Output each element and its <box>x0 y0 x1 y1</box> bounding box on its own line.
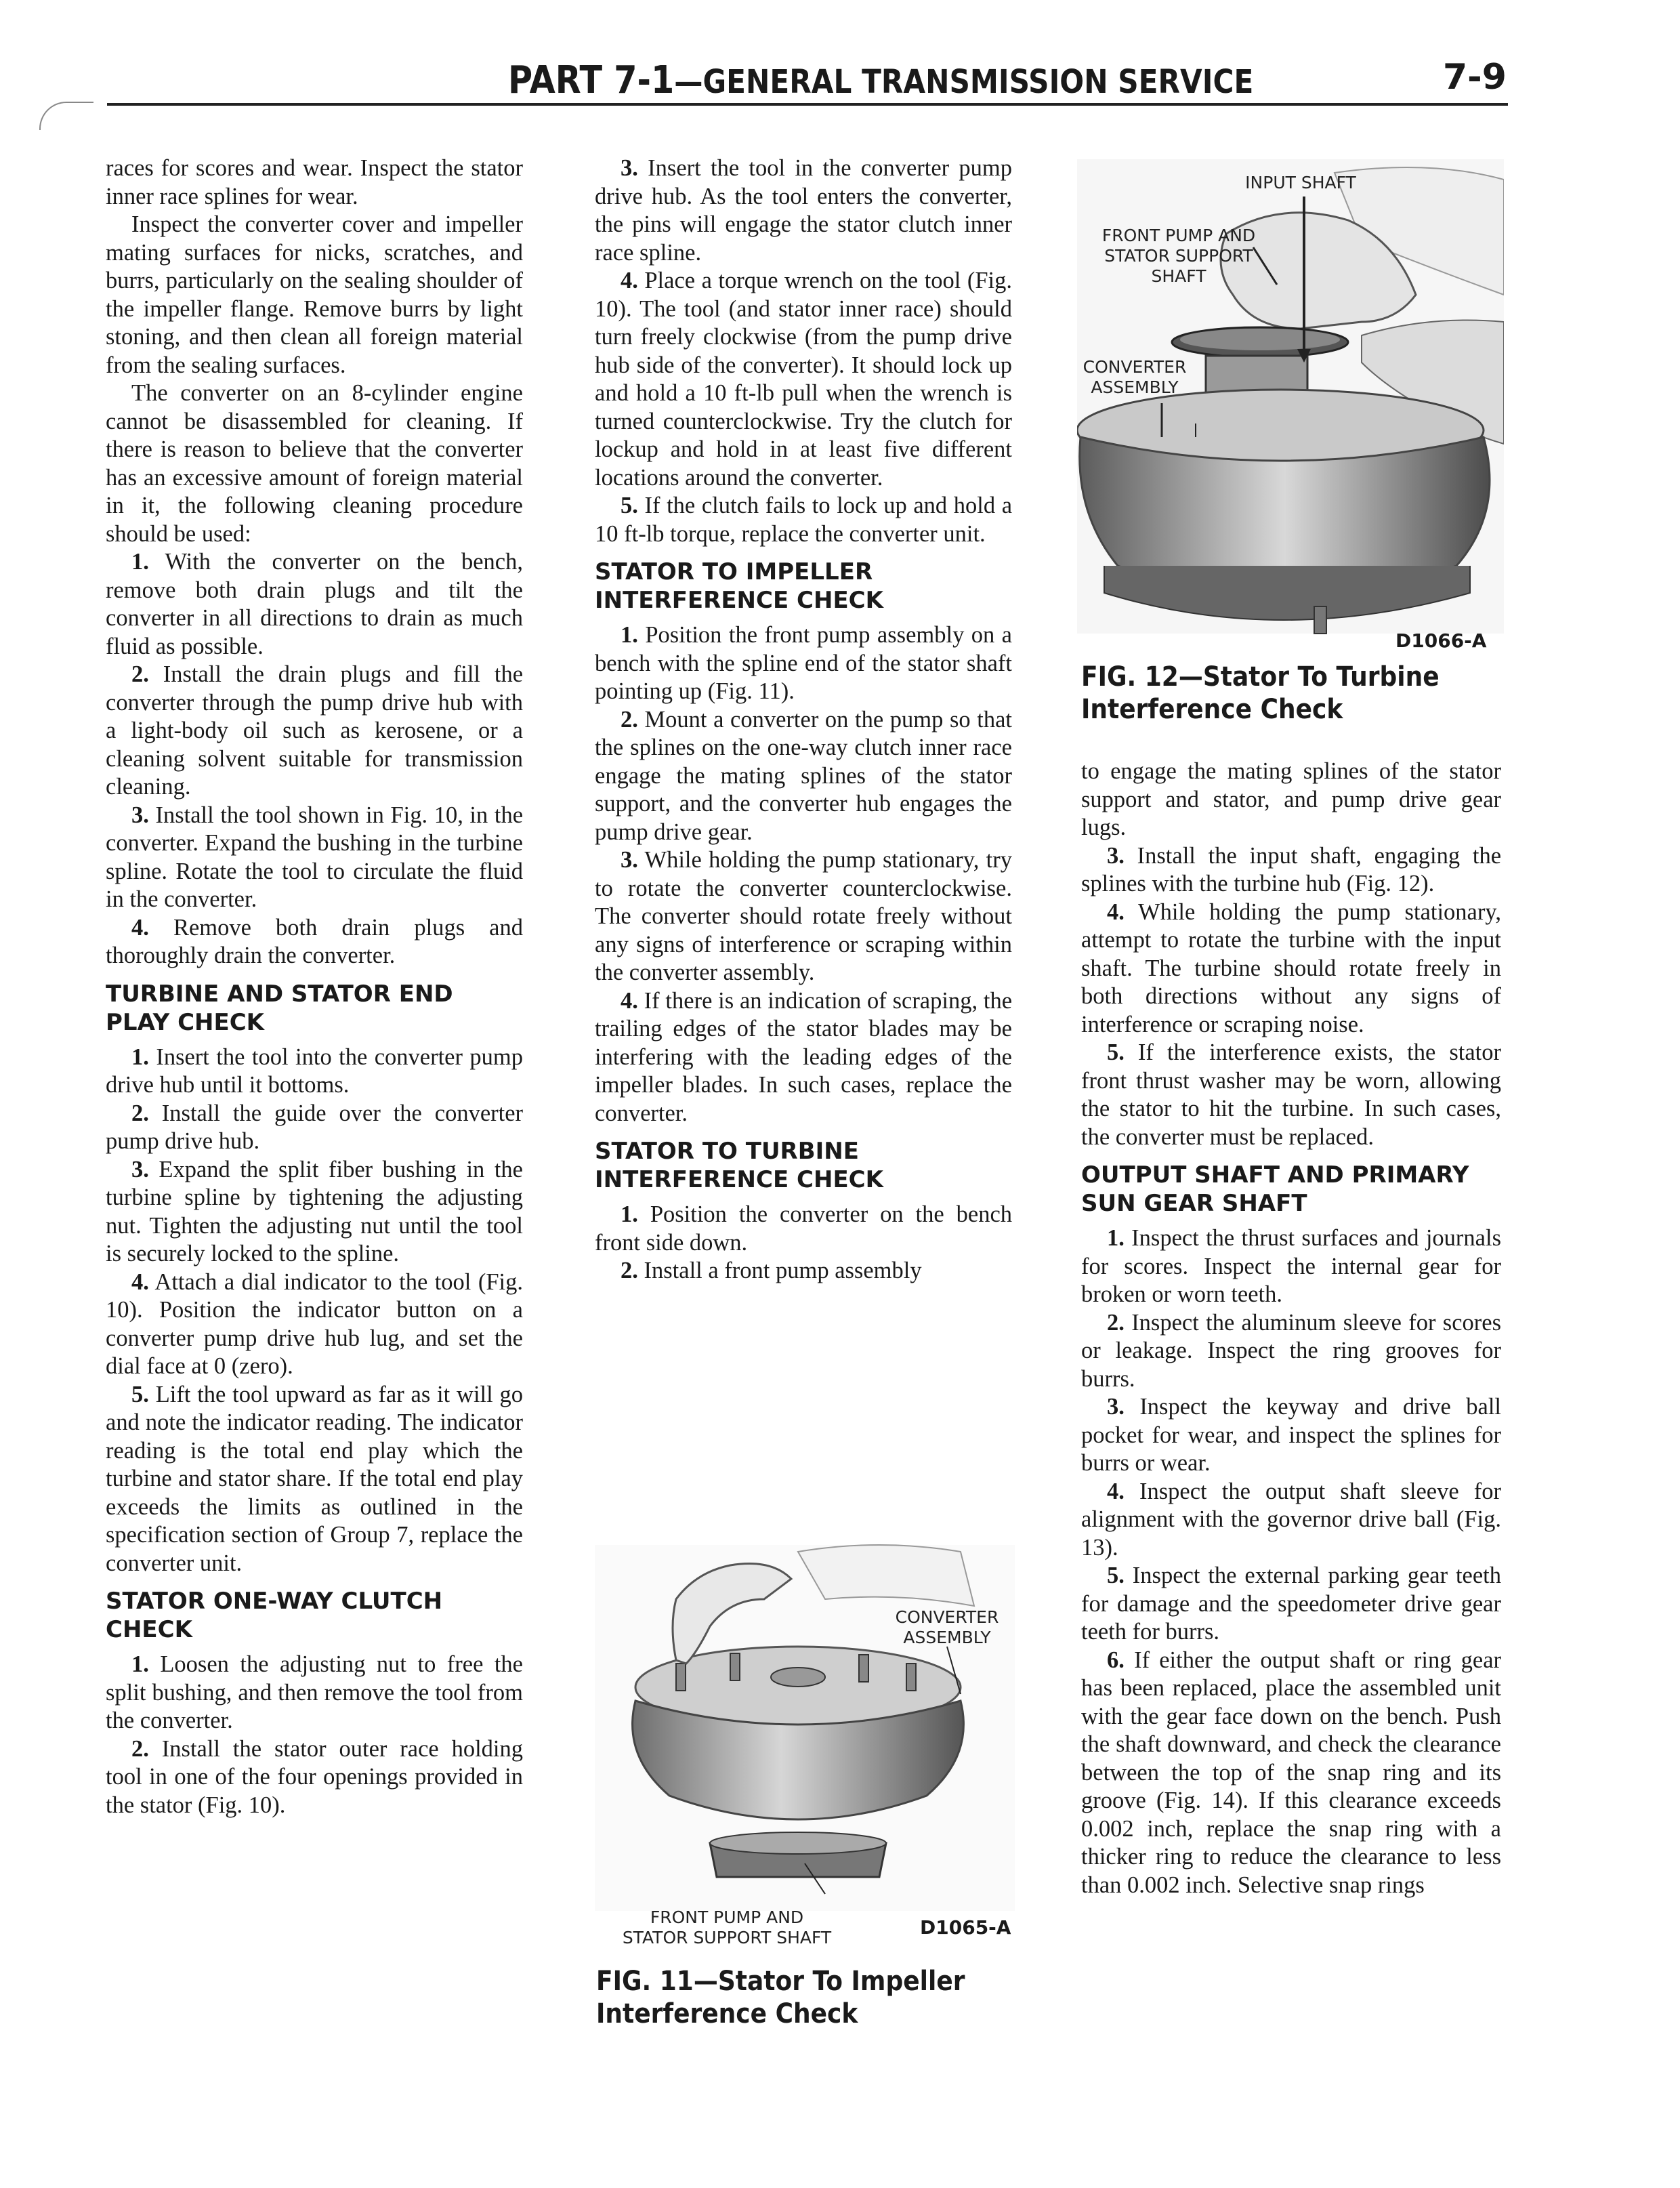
page-number: 7-9 <box>1443 57 1507 98</box>
section-heading: STATOR TO IMPELLER INTERFERENCE CHECK <box>595 558 883 614</box>
paragraph: The converter on an 8-cylinder engine cannot be disassembled for cleaning. If there is reason to believe that the converter has an excessive amount of foreign material in it, the following cleaning procedure should be used: <box>106 380 523 547</box>
list-item: 2. Install a front pump assembly <box>621 1258 922 1283</box>
list-item: 1. Insert the tool into the converter pump drive hub until it bottoms. <box>106 1044 524 1098</box>
list-item: 5. If the interference exists, the stator front thrust washer may be worn, allowing the stator to hit the turbine. In such cases, the converter must be replaced. <box>1081 1039 1501 1150</box>
list-item: 4. Attach a dial indicator to the tool (Fig. 10). Position the indicator button on a converter pump drive hub lug, and set the dial face at 0 (zero). <box>106 1268 523 1379</box>
column-2 <box>595 154 1012 1285</box>
list-item: 1. With the converter on the bench, remove both drain plugs and tilt the converter in all directions to drain as much fluid as possible. <box>106 549 523 659</box>
paragraph: Inspect the converter cover and impeller mating surfaces for nicks, scratches, and burrs, particularly on the sealing shoulder of the impeller flange. Remove burrs by light stoning, and then clean all foreign material from the sealing surfaces. <box>106 211 523 378</box>
converter-on-pump-illustration <box>595 1525 1015 1945</box>
list-item: 5. Inspect the external parking gear teeth for damage and the speedometer drive gear teeth for burrs. <box>1081 1563 1502 1645</box>
paragraph: races for scores and wear. Inspect the stator inner race splines for wear. <box>106 155 523 209</box>
section-heading: STATOR ONE-WAY CLUTCH CHECK <box>106 1588 443 1643</box>
column-3 <box>1081 758 1501 1899</box>
figure-12-label-converter: CONVERTER ASSEMBLY <box>1083 357 1187 397</box>
figure-12 <box>1077 159 1504 661</box>
list-item: 4. Remove both drain plugs and thoroughly drain the converter. <box>106 914 523 968</box>
list-item: 2. Install the stator outer race holding tool in one of the four openings provided in the stator (Fig. 10). <box>106 1735 524 1818</box>
list-item: 4. If there is an indication of scraping, the trailing edges of the stator blades may be interfering with the leading edges of the impeller blades. In such cases, replace the converter. <box>595 987 1013 1126</box>
list-item: 2. Inspect the aluminum sleeve for scores or leakage. Inspect the ring grooves for burrs. <box>1081 1309 1502 1392</box>
page-corner-mark <box>39 102 93 130</box>
list-item: 4. Place a torque wrench on the tool (Fig. 10). The tool (and stator inner race) should turn freely clockwise (from the pump drive hub side of the converter). It should lock up and hold a 10 ft-lb pull when the wrench is turned counterclockwise. Try the clutch for lockup and hold in at least five different locations around the converter. <box>595 268 1012 491</box>
figure-12-label-input: INPUT SHAFT <box>1245 173 1356 192</box>
figure-11-code: D1065-A <box>920 1916 1011 1939</box>
figure-11-label-converter: CONVERTER ASSEMBLY <box>895 1607 999 1647</box>
list-item: 6. If either the output shaft or ring gear has been replaced, place the assembled unit with the gear face down on the bench. Push the shaft downward, and check the clearance between the top of the snap ring and its groove (Fig. 14). If this clearance exceeds 0.002 inch, replace the snap ring with a thicker ring to reduce the clearance to less than 0.002 inch. Selective snap rings <box>1081 1647 1502 1898</box>
section-heading: STATOR TO TURBINE INTERFERENCE CHECK <box>595 1138 883 1193</box>
list-item: 5. If the clutch fails to lock up and hold a 10 ft-lb torque, replace the converter unit. <box>595 493 1013 547</box>
list-item: 3. Insert the tool in the converter pump drive hub. As the tool enters the converter, the pins will engage the stator clutch inner race spline. <box>595 155 1012 266</box>
figure-12-label-pump: FRONT PUMP AND STATOR SUPPORT SHAFT <box>1101 226 1256 286</box>
list-item: 5. Lift the tool upward as far as it will go and note the indicator reading. The indicator reading is the total end play which the turbine and stator share. If the total end play exceeds the limits as outlined in the specification section of Group 7, replace the converter unit. <box>106 1381 523 1576</box>
list-item: 1. Loosen the adjusting nut to free the split bushing, and then remove the tool from the converter. <box>106 1651 523 1733</box>
list-item: 2. Install the drain plugs and fill the converter through the pump drive hub with a light-body oil such as kerosene, or a cleaning solvent suitable for transmission cleaning. <box>106 661 524 800</box>
list-item: 1. Position the converter on the bench front side down. <box>595 1201 1013 1256</box>
paragraph: to engage the mating splines of the stator support and stator, and pump drive gear lugs. <box>1081 758 1501 840</box>
figure-12-code: D1066-A <box>1395 629 1487 652</box>
list-item: 3. While holding the pump stationary, try to rotate the converter counterclockwise. The converter should rotate freely without any signs of interference or scraping within the converter assembly. <box>595 847 1012 985</box>
section-heading: TURBINE AND STATOR END PLAY CHECK <box>106 980 453 1036</box>
header-part: PART 7-1 <box>508 58 675 102</box>
list-item: 1. Inspect the thrust surfaces and journals for scores. Inspect the internal gear for broken or worn teeth. <box>1081 1225 1501 1307</box>
figure-11-caption: FIG. 11—Stator To Impeller Interference Check <box>596 1966 965 2029</box>
list-item: 3. Install the tool shown in Fig. 10, in the converter. Expand the bushing in the turbine spline. Rotate the tool to circulate the fluid in the converter. <box>106 802 524 912</box>
column-1 <box>106 154 523 1819</box>
header-rule <box>107 103 1508 106</box>
list-item: 4. While holding the pump stationary, attempt to rotate the turbine with the input shaft. The turbine should rotate freely in both directions without any signs of interference or scraping noise. <box>1081 899 1501 1037</box>
header-title: —GENERAL TRANSMISSION SERVICE <box>674 63 1254 101</box>
figure-12-caption: FIG. 12—Stator To Turbine Interference Check <box>1081 661 1440 725</box>
list-item: 3. Inspect the keyway and drive ball pocket for wear, and inspect the splines for burrs or wear. <box>1081 1394 1501 1476</box>
list-item: 4. Inspect the output shaft sleeve for alignment with the governor drive ball (Fig. 13). <box>1081 1478 1502 1561</box>
section-heading: OUTPUT SHAFT AND PRIMARY SUN GEAR SHAFT <box>1081 1161 1469 1217</box>
figure-11 <box>595 1525 1015 1945</box>
list-item: 3. Expand the split fiber bushing in the turbine spline by tightening the adjusting nut. Tighten the adjusting nut until the tool is securely locked to the spline. <box>106 1156 523 1266</box>
list-item: 2. Install the guide over the converter pump drive hub. <box>106 1100 524 1154</box>
list-item: 3. Install the input shaft, engaging the splines with the turbine hub (Fig. 12). <box>1081 842 1502 896</box>
list-item: 2. Mount a converter on the pump so that the splines on the one-way clutch inner race engage the mating splines of the stator support, and the converter hub engages the pump drive gear. <box>595 706 1013 845</box>
list-item: 1. Position the front pump assembly on a bench with the spline end of the stator shaft pointing up (Fig. 11). <box>595 622 1012 704</box>
figure-11-label-pump: FRONT PUMP AND STATOR SUPPORT SHAFT <box>622 1907 832 1947</box>
page-header-title <box>508 58 1253 102</box>
